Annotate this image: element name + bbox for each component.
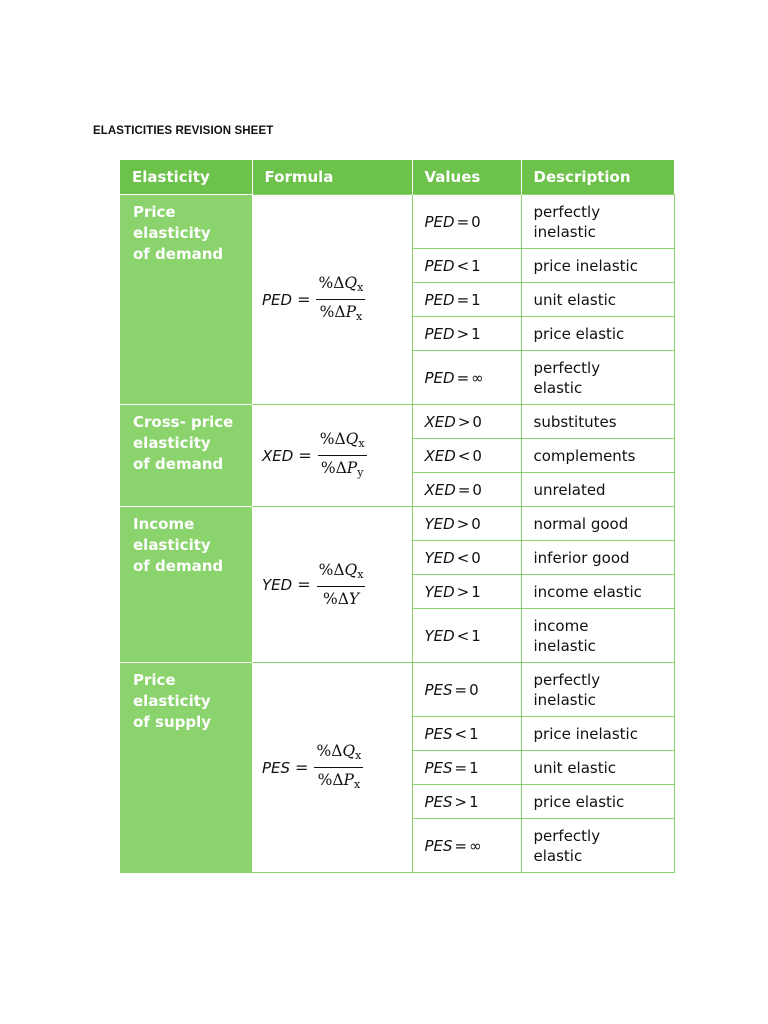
delta-sign: Δ (333, 561, 345, 579)
formula-cell (252, 195, 412, 405)
value-operator: < (454, 724, 468, 743)
delta-sign: Δ (332, 770, 344, 789)
value-number: 1 (471, 290, 481, 309)
elasticity-name (120, 195, 252, 405)
description-cell (521, 751, 674, 785)
description-line: inelastic (533, 636, 596, 655)
value-symbol: YED (424, 548, 455, 567)
description-line: elastic (533, 846, 583, 865)
value-operator: < (456, 626, 470, 645)
value-symbol: PES (424, 792, 453, 811)
elasticity-name-line: elasticity (133, 434, 211, 452)
value-operator: > (456, 514, 470, 533)
value-symbol: YED (424, 514, 455, 533)
table-row (120, 663, 674, 717)
formula-fraction (314, 741, 363, 795)
value-number: 0 (471, 548, 481, 567)
value-symbol: XED (424, 412, 456, 431)
formula-denominator (318, 300, 365, 327)
value-number: 1 (469, 792, 479, 811)
percent-sign: % (318, 273, 334, 292)
numerator-subscript: x (358, 436, 365, 450)
delta-sign: Δ (333, 273, 345, 292)
numerator-subscript: x (357, 568, 364, 581)
elasticity-name-line: of demand (133, 455, 224, 473)
value-operator: < (457, 446, 471, 465)
elasticity-name-line: Price (133, 203, 176, 221)
header-values: Values (412, 160, 521, 195)
value-cell (412, 195, 521, 249)
value-number: 0 (472, 480, 482, 499)
formula-cell (252, 405, 412, 507)
description-cell (521, 283, 674, 317)
value-operator: = (454, 680, 468, 699)
description-cell (521, 507, 674, 541)
denominator-subscript: x (353, 777, 361, 791)
description-cell (521, 609, 674, 663)
value-symbol: PES (424, 836, 453, 855)
description-cell (521, 663, 674, 717)
formula-denominator (316, 768, 363, 795)
formula-lhs: PED (262, 290, 293, 309)
table-row (120, 195, 674, 249)
percent-sign: % (317, 770, 333, 789)
value-number: 1 (469, 758, 479, 777)
elasticity-name (120, 663, 252, 873)
formula-lhs: PES (262, 758, 291, 777)
percent-sign: % (320, 458, 336, 477)
formula-equals: = (298, 446, 312, 465)
formula-cell (252, 507, 412, 663)
value-number: 1 (471, 324, 481, 343)
value-cell (412, 283, 521, 317)
table-row (120, 507, 674, 541)
description-line: inelastic (533, 690, 596, 709)
description-cell (521, 541, 674, 575)
value-cell (412, 507, 521, 541)
value-operator: = (456, 368, 470, 387)
value-operator: < (456, 256, 470, 275)
table-header-row (120, 160, 674, 195)
value-cell (412, 575, 521, 609)
elasticities-table (120, 160, 675, 873)
value-number: 1 (471, 582, 481, 601)
denominator-variable: P (346, 458, 358, 477)
value-cell (412, 717, 521, 751)
value-operator: = (457, 480, 471, 499)
percent-sign: % (319, 302, 335, 321)
formula-numerator (318, 429, 367, 456)
description-line: perfectly (533, 358, 601, 377)
numerator-subscript: x (355, 748, 362, 762)
elasticity-name-line: Price (133, 671, 176, 689)
description-line: perfectly (533, 202, 601, 221)
description-cell (521, 249, 674, 283)
value-number: 0 (469, 680, 479, 699)
value-number: 0 (471, 212, 481, 231)
value-symbol: PED (424, 368, 455, 387)
description-cell (521, 351, 674, 405)
percent-sign: % (318, 561, 334, 579)
description-cell (521, 575, 674, 609)
delta-sign: Δ (331, 741, 343, 760)
description-line: perfectly (533, 826, 601, 845)
description-cell (521, 717, 674, 751)
delta-sign: Δ (334, 429, 346, 448)
description-cell (521, 785, 674, 819)
denominator-variable: P (345, 302, 356, 321)
description-cell (521, 439, 674, 473)
value-number: 0 (471, 514, 481, 533)
delta-sign: Δ (337, 590, 349, 608)
numerator-variable: Q (344, 561, 358, 579)
value-number: 0 (472, 412, 482, 431)
value-symbol: XED (424, 446, 456, 465)
formula-equals: = (295, 758, 309, 777)
description-cell (521, 317, 674, 351)
value-cell (412, 405, 521, 439)
value-number: 1 (471, 626, 481, 645)
formula-numerator (317, 560, 366, 587)
value-symbol: PED (424, 212, 455, 231)
numerator-variable: Q (342, 741, 356, 760)
numerator-variable: Q (344, 273, 358, 292)
value-number: ∞ (471, 368, 484, 387)
elasticity-name-line: Income (133, 515, 195, 533)
elasticity-name (120, 507, 252, 663)
value-cell (412, 439, 521, 473)
formula (262, 273, 365, 327)
value-number: ∞ (469, 836, 482, 855)
formula-equals: = (297, 575, 311, 594)
description-cell (521, 405, 674, 439)
value-symbol: PED (424, 256, 455, 275)
delta-sign: Δ (335, 458, 347, 477)
elasticity-name-line: elasticity (133, 692, 211, 710)
value-symbol: PES (424, 680, 453, 699)
elasticity-name-line: elasticity (133, 536, 211, 554)
formula-fraction (317, 560, 366, 609)
value-operator: = (456, 212, 470, 231)
description-cell (521, 473, 674, 507)
percent-sign: % (316, 741, 332, 760)
value-number: 1 (471, 256, 481, 275)
description-text: complements (533, 446, 636, 465)
header-formula: Formula (252, 160, 412, 195)
denominator-subscript: x (356, 309, 363, 323)
formula-lhs: YED (262, 575, 293, 594)
elasticity-name-line: elasticity (133, 224, 211, 242)
value-symbol: XED (424, 480, 456, 499)
denominator-variable: Y (348, 590, 360, 608)
percent-sign: % (322, 590, 338, 608)
numerator-subscript: x (357, 280, 364, 294)
value-operator: > (454, 792, 468, 811)
value-number: 1 (469, 724, 479, 743)
value-operator: > (457, 412, 471, 431)
header-elasticity: Elasticity (120, 160, 252, 195)
value-cell (412, 819, 521, 873)
value-cell (412, 663, 521, 717)
formula-cell (252, 663, 412, 873)
value-cell (412, 609, 521, 663)
value-cell (412, 249, 521, 283)
description-cell (521, 195, 674, 249)
elasticity-name (120, 405, 252, 507)
elasticity-name-line: of demand (133, 557, 224, 575)
elasticity-name-line: Cross- price (133, 413, 234, 431)
value-symbol: PED (424, 290, 455, 309)
value-operator: < (456, 548, 470, 567)
value-symbol: YED (424, 626, 455, 645)
value-symbol: PES (424, 724, 453, 743)
formula-denominator (319, 456, 366, 483)
description-text: unit elastic (533, 758, 617, 777)
formula (262, 741, 363, 795)
description-text: price elastic (533, 324, 625, 343)
formula-denominator (321, 587, 361, 609)
description-line: inelastic (533, 222, 596, 241)
value-cell (412, 751, 521, 785)
formula-lhs: XED (262, 446, 294, 465)
description-line: elastic (533, 378, 583, 397)
elasticity-name-line: of supply (133, 713, 212, 731)
denominator-subscript: y (357, 465, 364, 479)
value-cell (412, 473, 521, 507)
value-operator: > (456, 582, 470, 601)
denominator-variable: P (343, 770, 354, 789)
value-operator: > (456, 324, 470, 343)
value-cell (412, 785, 521, 819)
header-description: Description (521, 160, 674, 195)
table-row (120, 405, 674, 439)
value-cell (412, 317, 521, 351)
description-text: inferior good (533, 548, 630, 567)
description-text: price elastic (533, 792, 625, 811)
description-text: price inelastic (533, 256, 638, 275)
description-text: normal good (533, 514, 629, 533)
value-cell (412, 351, 521, 405)
page-title: ELASTICITIES REVISION SHEET (93, 125, 274, 137)
description-text: income elastic (533, 582, 642, 601)
value-operator: = (454, 758, 468, 777)
description-text: unrelated (533, 480, 606, 499)
description-line: perfectly (533, 670, 601, 689)
delta-sign: Δ (334, 302, 346, 321)
description-line: income (533, 616, 589, 635)
description-text: price inelastic (533, 724, 638, 743)
formula-fraction (316, 273, 365, 327)
value-number: 0 (472, 446, 482, 465)
percent-sign: % (319, 429, 335, 448)
description-text: substitutes (533, 412, 617, 431)
value-operator: = (454, 836, 468, 855)
elasticity-name-line: of demand (133, 245, 224, 263)
formula-numerator (314, 741, 363, 768)
value-symbol: YED (424, 582, 455, 601)
numerator-variable: Q (345, 429, 359, 448)
value-cell (412, 541, 521, 575)
value-symbol: PES (424, 758, 453, 777)
formula-equals: = (297, 290, 311, 309)
description-text: unit elastic (533, 290, 617, 309)
formula (262, 560, 365, 609)
formula-fraction (318, 429, 367, 483)
value-symbol: PED (424, 324, 455, 343)
formula-numerator (316, 273, 365, 300)
formula (262, 429, 367, 483)
value-operator: = (456, 290, 470, 309)
description-cell (521, 819, 674, 873)
